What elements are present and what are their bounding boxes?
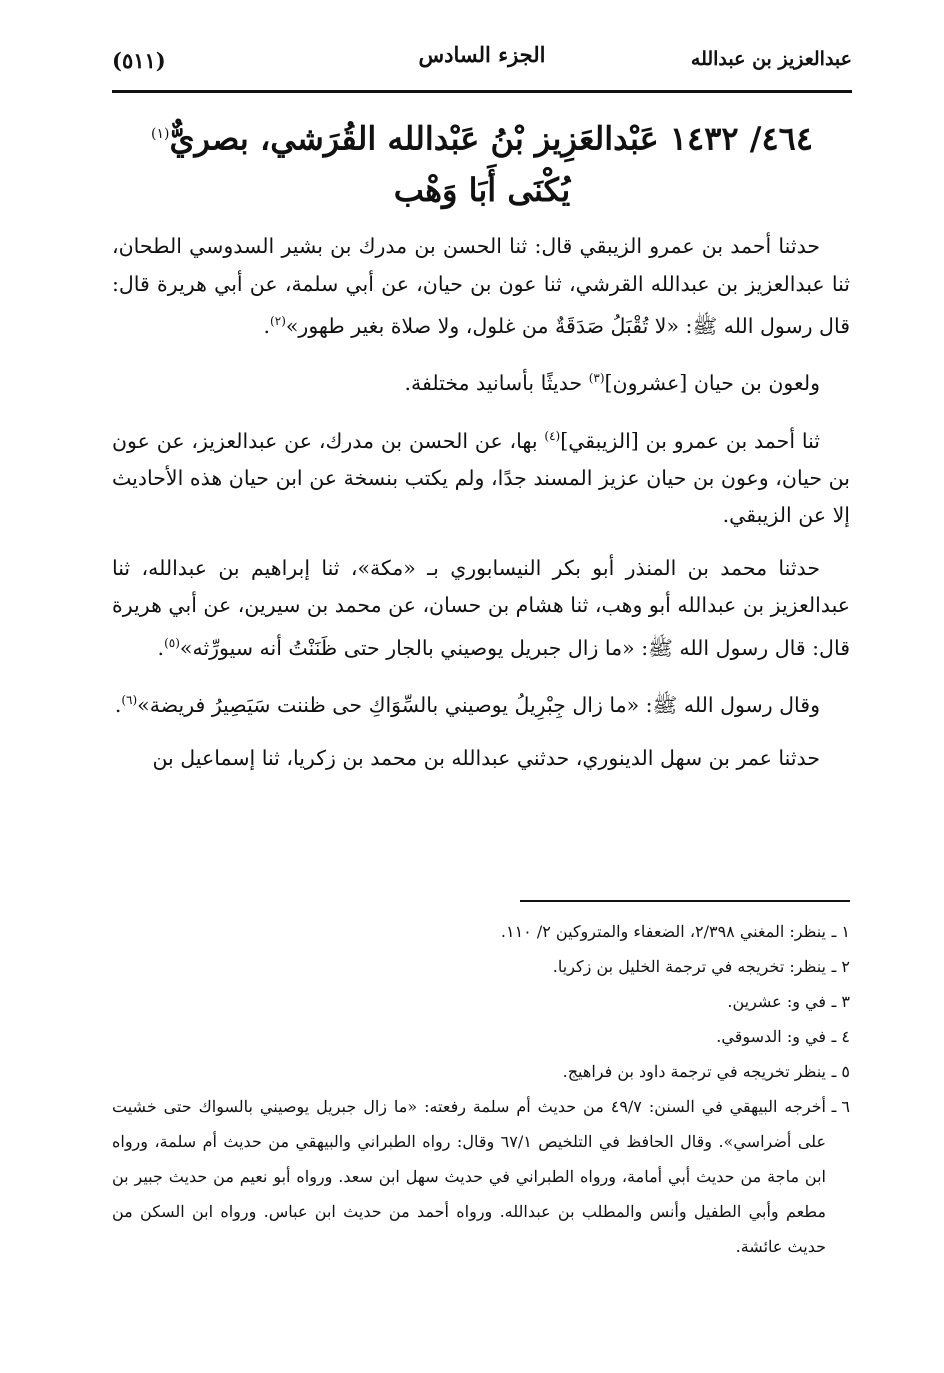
footnote-ref-6: (٦) — [121, 693, 138, 708]
footnote-6: ٦ ـ أخرجه البيهقي في السنن: ٤٩/٧ من حديث أم سلمة رفعته: «ما زال جبريل يوصيني بالسواك حتى خشيت على أضراسي». وقال الحافظ في التلخيص ٦٧/١ وقال: رواه الطبراني والبيهقي من حديث أم سلمة، ورواه ابن ماجة من حديث أبي أمامة، ورواه الطبراني في حديث سهل ابن سعد. ورواه أبو نعيم من حديث جبير بن مطعم وأبي الطفيل وأنس والمطلب بن عبدالله. ورواه أحمد من حديث ابن عباس. ورواه ابن السكن من حديث عائشة. — [112, 1097, 850, 1256]
paragraph-4: حدثنا محمد بن المنذر أبو بكر النيسابوري بـ «مكة»، ثنا إبراهيم بن عبدالله، ثنا عبدالعزيز بن عبدالله أبو وهب، ثنا هشام بن حسان، عن محمد بن سيرين، عن أبي هريرة قال: قال رسول الله ﷺ: «ما زال جبريل يوصيني بالجار حتى ظَنَنْتُ أنه سيورِّثه»$^{(٥)}$. — [112, 555, 850, 660]
footnote-2: ٢ ـ ينظر: تخريجه في ترجمة الخليل بن زكريا. — [552, 957, 850, 976]
footnote-3: ٣ ـ في و: عشرين. — [727, 992, 850, 1011]
footnote-ref-5: (٥) — [164, 635, 180, 650]
footnote-5: ٥ ـ ينظر تخريجه في ترجمة داود بن فراهيج. — [562, 1062, 850, 1081]
title-kunya: يُكْنَى أَبَا وَهْب — [393, 170, 571, 209]
title-footnote-ref: (١) — [150, 126, 170, 142]
footnote-4: ٤ ـ في و: الدسوقي. — [716, 1027, 850, 1046]
footnote-ref-3: (٣) — [588, 371, 605, 386]
running-header — [112, 38, 852, 88]
paragraph-5: وقال رسول الله ﷺ: «ما زال جِبْرِيلُ يوصيني بالسِّوَاكِ حى ظننت سَيَصِيرُ فريضة»$^{(٦)}$. — [114, 693, 820, 718]
header-page-number: (٥١١) — [112, 48, 166, 73]
footnote-separator — [520, 900, 850, 902]
title-line-1 — [112, 106, 852, 167]
paragraph-1: حدثنا أحمد بن عمرو الزيبقي قال: ثنا الحسن بن مدرك بن بشير السدوسي الطحان، ثنا عبدالعزيز بن عبدالله القرشي، ثنا عون بن حيان، عن أبي سلمة، عن أبي هريرة قال: قال رسول الله ﷺ: «لا تُقْبَلُ صَدَقَةٌ من غلول، ولا صلاة بغير طهور»$^{(٢)}$. — [112, 234, 850, 338]
paragraph-2: ولعون بن حيان [عشرون]$^{(٣)}$ حديثًا بأسانيد مختلفة. — [404, 371, 820, 396]
title-name: ٤٦٤/ ١٤٣٢ عَبْدالعَزِيز بْنُ عَبْدالله القُرَشي، بصريٌّ — [169, 119, 813, 158]
paragraph-3: ثنا أحمد بن عمرو بن [الزيبقي]$^{(٤)}$ بها، عن الحسن بن مدرك، عن عبدالعزيز، عن عون بن حيان، وعون بن حيان عزيز المسند جدًا، ولم يكتب بنسخة عن ابن حيان هذه الأحاديث إلا عن الزيبقي. — [112, 428, 850, 528]
footnote-ref-4: (٤) — [544, 428, 561, 443]
header-author: عبدالعزيز بن عبدالله — [690, 48, 852, 70]
paragraph-6: حدثنا عمر بن سهل الدينوري، حدثني عبدالله بن محمد بن زكريا، ثنا إسماعيل بن — [152, 745, 820, 770]
main-text — [112, 228, 850, 792]
footnote-ref-2: (٢) — [270, 314, 286, 328]
header-volume: الجزء السادس — [418, 42, 546, 67]
header-rule — [112, 90, 852, 93]
entry-title — [112, 106, 852, 213]
footnote-1: ١ ـ ينظر: المغني ٢/٣٩٨، الضعفاء والمتروكين ٢/ ١١٠. — [500, 922, 850, 941]
footnotes — [112, 914, 850, 1264]
